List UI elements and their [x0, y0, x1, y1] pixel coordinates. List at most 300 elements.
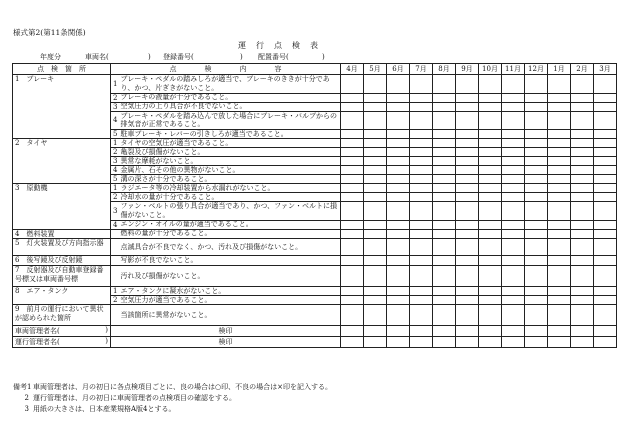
- month-check-cell[interactable]: [525, 102, 548, 111]
- month-check-cell[interactable]: [364, 326, 387, 337]
- month-check-cell[interactable]: [364, 287, 387, 296]
- month-check-cell[interactable]: [594, 220, 617, 229]
- month-check-cell[interactable]: [479, 220, 502, 229]
- month-check-cell[interactable]: [479, 266, 502, 287]
- note-head: 備考1: [13, 383, 32, 391]
- month-check-cell[interactable]: [410, 139, 433, 148]
- month-check-cell[interactable]: [410, 287, 433, 296]
- month-check-cell[interactable]: [410, 337, 433, 348]
- month-check-cell[interactable]: [364, 337, 387, 348]
- month-check-cell[interactable]: [456, 305, 479, 326]
- month-check-cell[interactable]: [456, 326, 479, 337]
- month-check-cell[interactable]: [594, 130, 617, 139]
- month-check-cell[interactable]: [433, 75, 456, 94]
- month-check-cell[interactable]: [433, 166, 456, 175]
- month-check-cell[interactable]: [502, 256, 525, 266]
- month-check-cell[interactable]: [525, 256, 548, 266]
- item-number: [111, 229, 119, 239]
- month-check-cell[interactable]: [479, 305, 502, 326]
- month-check-cell[interactable]: [479, 296, 502, 305]
- month-check-cell[interactable]: [594, 239, 617, 256]
- month-check-cell[interactable]: [548, 202, 571, 221]
- month-check-cell[interactable]: [456, 184, 479, 193]
- month-check-cell[interactable]: [479, 130, 502, 139]
- month-check-cell[interactable]: [502, 239, 525, 256]
- month-check-cell[interactable]: [341, 75, 364, 94]
- month-check-cell[interactable]: [525, 148, 548, 157]
- month-check-cell[interactable]: [456, 148, 479, 157]
- month-check-cell[interactable]: [387, 157, 410, 166]
- month-check-cell[interactable]: [456, 287, 479, 296]
- month-check-cell[interactable]: [548, 229, 571, 239]
- month-header: 3月: [594, 64, 617, 75]
- month-check-cell[interactable]: [387, 296, 410, 305]
- month-check-cell[interactable]: [502, 93, 525, 102]
- month-check-cell[interactable]: [456, 157, 479, 166]
- month-check-cell[interactable]: [502, 193, 525, 202]
- month-check-cell[interactable]: [571, 102, 594, 111]
- month-check-cell[interactable]: [364, 239, 387, 256]
- inspection-item: [119, 157, 341, 166]
- month-check-cell[interactable]: [525, 229, 548, 239]
- month-check-cell[interactable]: [571, 184, 594, 193]
- month-check-cell[interactable]: [571, 139, 594, 148]
- month-check-cell[interactable]: [456, 239, 479, 256]
- month-check-cell[interactable]: [525, 239, 548, 256]
- month-check-cell[interactable]: [410, 130, 433, 139]
- month-check-cell[interactable]: [364, 130, 387, 139]
- month-check-cell[interactable]: [548, 166, 571, 175]
- month-check-cell[interactable]: [548, 184, 571, 193]
- month-check-cell[interactable]: [433, 326, 456, 337]
- month-check-cell[interactable]: [433, 202, 456, 221]
- month-check-cell[interactable]: [410, 193, 433, 202]
- month-check-cell[interactable]: [456, 75, 479, 94]
- month-check-cell[interactable]: [548, 93, 571, 102]
- month-check-cell[interactable]: [387, 220, 410, 229]
- month-check-cell[interactable]: [433, 193, 456, 202]
- month-check-cell[interactable]: [548, 148, 571, 157]
- month-check-cell[interactable]: [364, 229, 387, 239]
- month-check-cell[interactable]: [502, 148, 525, 157]
- month-check-cell[interactable]: [387, 287, 410, 296]
- month-check-cell[interactable]: [502, 266, 525, 287]
- month-check-cell[interactable]: [479, 166, 502, 175]
- item-number: 2: [111, 148, 119, 157]
- month-check-cell[interactable]: [387, 175, 410, 184]
- month-check-cell[interactable]: [433, 93, 456, 102]
- month-check-cell[interactable]: [594, 256, 617, 266]
- month-check-cell[interactable]: [387, 111, 410, 130]
- month-check-cell[interactable]: [433, 111, 456, 130]
- month-check-cell[interactable]: [571, 220, 594, 229]
- month-check-cell[interactable]: [341, 202, 364, 221]
- month-check-cell[interactable]: [525, 175, 548, 184]
- month-check-cell[interactable]: [364, 266, 387, 287]
- month-check-cell[interactable]: [456, 139, 479, 148]
- month-check-cell[interactable]: [571, 175, 594, 184]
- month-check-cell[interactable]: [410, 266, 433, 287]
- month-check-cell[interactable]: [341, 130, 364, 139]
- month-check-cell[interactable]: [433, 305, 456, 326]
- month-check-cell[interactable]: [364, 305, 387, 326]
- month-check-cell[interactable]: [456, 130, 479, 139]
- month-check-cell[interactable]: [502, 220, 525, 229]
- month-check-cell[interactable]: [594, 184, 617, 193]
- month-check-cell[interactable]: [410, 111, 433, 130]
- month-check-cell[interactable]: [456, 256, 479, 266]
- month-check-cell[interactable]: [548, 305, 571, 326]
- inspection-location: [13, 229, 111, 239]
- month-check-cell[interactable]: [479, 175, 502, 184]
- month-check-cell[interactable]: [525, 184, 548, 193]
- month-check-cell[interactable]: [571, 157, 594, 166]
- month-check-cell[interactable]: [410, 296, 433, 305]
- month-check-cell[interactable]: [548, 193, 571, 202]
- vehicle-name-close: ): [148, 53, 151, 61]
- month-check-cell[interactable]: [525, 296, 548, 305]
- month-check-cell[interactable]: [410, 75, 433, 94]
- month-check-cell[interactable]: [387, 266, 410, 287]
- month-check-cell[interactable]: [410, 148, 433, 157]
- month-check-cell[interactable]: [571, 326, 594, 337]
- month-check-cell[interactable]: [364, 148, 387, 157]
- month-check-cell[interactable]: [410, 175, 433, 184]
- month-check-cell[interactable]: [433, 102, 456, 111]
- month-check-cell[interactable]: [387, 184, 410, 193]
- month-check-cell[interactable]: [410, 93, 433, 102]
- month-check-cell[interactable]: [364, 220, 387, 229]
- month-check-cell[interactable]: [433, 229, 456, 239]
- month-check-cell[interactable]: [525, 287, 548, 296]
- month-check-cell[interactable]: [594, 202, 617, 221]
- month-check-cell[interactable]: [502, 75, 525, 94]
- month-check-cell[interactable]: [594, 266, 617, 287]
- month-check-cell[interactable]: [387, 148, 410, 157]
- month-check-cell[interactable]: [364, 184, 387, 193]
- month-check-cell[interactable]: [594, 148, 617, 157]
- month-check-cell[interactable]: [341, 193, 364, 202]
- month-check-cell[interactable]: [456, 111, 479, 130]
- month-check-cell[interactable]: [548, 75, 571, 94]
- month-check-cell[interactable]: [594, 296, 617, 305]
- month-check-cell[interactable]: [456, 296, 479, 305]
- month-check-cell[interactable]: [594, 229, 617, 239]
- month-check-cell[interactable]: [387, 102, 410, 111]
- month-check-cell[interactable]: [502, 139, 525, 148]
- month-check-cell[interactable]: [387, 75, 410, 94]
- month-check-cell[interactable]: [387, 326, 410, 337]
- month-check-cell[interactable]: [341, 239, 364, 256]
- month-check-cell[interactable]: [571, 193, 594, 202]
- month-check-cell[interactable]: [502, 111, 525, 130]
- month-check-cell[interactable]: [571, 229, 594, 239]
- month-check-cell[interactable]: [410, 157, 433, 166]
- note-1: [13, 384, 332, 391]
- month-check-cell[interactable]: [341, 139, 364, 148]
- month-check-cell[interactable]: [433, 296, 456, 305]
- manager-row: [13, 337, 617, 348]
- month-check-cell[interactable]: [571, 75, 594, 94]
- month-check-cell[interactable]: [364, 296, 387, 305]
- month-check-cell[interactable]: [479, 239, 502, 256]
- month-check-cell[interactable]: [525, 139, 548, 148]
- month-check-cell[interactable]: [410, 202, 433, 221]
- month-check-cell[interactable]: [341, 296, 364, 305]
- month-check-cell[interactable]: [548, 337, 571, 348]
- month-check-cell[interactable]: [502, 175, 525, 184]
- month-header: 12月: [525, 64, 548, 75]
- month-check-cell[interactable]: [594, 139, 617, 148]
- month-check-cell[interactable]: [502, 130, 525, 139]
- month-check-cell[interactable]: [548, 287, 571, 296]
- month-check-cell[interactable]: [410, 229, 433, 239]
- month-check-cell[interactable]: [456, 266, 479, 287]
- month-check-cell[interactable]: [479, 102, 502, 111]
- month-check-cell[interactable]: [479, 337, 502, 348]
- month-check-cell[interactable]: [341, 337, 364, 348]
- month-check-cell[interactable]: [410, 256, 433, 266]
- month-check-cell[interactable]: [571, 202, 594, 221]
- month-check-cell[interactable]: [456, 337, 479, 348]
- month-check-cell[interactable]: [571, 266, 594, 287]
- month-check-cell[interactable]: [410, 220, 433, 229]
- month-check-cell[interactable]: [364, 111, 387, 130]
- month-check-cell[interactable]: [571, 337, 594, 348]
- month-check-cell[interactable]: [456, 175, 479, 184]
- month-check-cell[interactable]: [433, 175, 456, 184]
- registration-label: 登録番号(: [163, 53, 194, 61]
- month-check-cell[interactable]: [410, 326, 433, 337]
- month-check-cell[interactable]: [479, 93, 502, 102]
- month-check-cell[interactable]: [341, 229, 364, 239]
- month-check-cell[interactable]: [364, 202, 387, 221]
- month-check-cell[interactable]: [341, 266, 364, 287]
- month-check-cell[interactable]: [479, 75, 502, 94]
- month-check-cell[interactable]: [548, 239, 571, 256]
- month-check-cell[interactable]: [502, 337, 525, 348]
- month-check-cell[interactable]: [364, 93, 387, 102]
- month-check-cell[interactable]: [433, 157, 456, 166]
- month-check-cell[interactable]: [456, 229, 479, 239]
- inspection-item: [119, 93, 341, 102]
- month-check-cell[interactable]: [479, 157, 502, 166]
- placement-close: ): [322, 53, 325, 61]
- month-check-cell[interactable]: [387, 239, 410, 256]
- month-check-cell[interactable]: [594, 193, 617, 202]
- month-check-cell[interactable]: [479, 256, 502, 266]
- month-check-cell[interactable]: [364, 256, 387, 266]
- location-label: 8 エア・タンク: [15, 287, 69, 295]
- month-check-cell[interactable]: [548, 296, 571, 305]
- item-number: 3: [111, 157, 119, 166]
- month-check-cell[interactable]: [433, 287, 456, 296]
- month-check-cell[interactable]: [341, 166, 364, 175]
- month-check-cell[interactable]: [433, 239, 456, 256]
- month-check-cell[interactable]: [341, 220, 364, 229]
- month-check-cell[interactable]: [364, 166, 387, 175]
- month-check-cell[interactable]: [502, 184, 525, 193]
- month-check-cell[interactable]: [548, 266, 571, 287]
- manager-name[interactable]: [13, 326, 111, 337]
- month-check-cell[interactable]: [341, 184, 364, 193]
- month-check-cell[interactable]: [479, 139, 502, 148]
- month-check-cell[interactable]: [410, 239, 433, 256]
- month-check-cell[interactable]: [594, 102, 617, 111]
- month-check-cell[interactable]: [433, 256, 456, 266]
- month-check-cell[interactable]: [387, 93, 410, 102]
- month-check-cell[interactable]: [341, 93, 364, 102]
- month-check-cell[interactable]: [387, 337, 410, 348]
- month-check-cell[interactable]: [479, 193, 502, 202]
- month-check-cell[interactable]: [594, 337, 617, 348]
- month-check-cell[interactable]: [433, 130, 456, 139]
- month-check-cell[interactable]: [433, 148, 456, 157]
- manager-name[interactable]: [13, 337, 111, 348]
- month-check-cell[interactable]: [387, 202, 410, 221]
- month-check-cell[interactable]: [433, 139, 456, 148]
- month-check-cell[interactable]: [410, 305, 433, 326]
- month-check-cell[interactable]: [364, 75, 387, 94]
- month-check-cell[interactable]: [387, 193, 410, 202]
- month-check-cell[interactable]: [571, 166, 594, 175]
- month-check-cell[interactable]: [433, 220, 456, 229]
- month-check-cell[interactable]: [387, 229, 410, 239]
- month-check-cell[interactable]: [341, 102, 364, 111]
- month-check-cell[interactable]: [502, 296, 525, 305]
- header-row: [13, 64, 617, 75]
- month-check-cell[interactable]: [387, 130, 410, 139]
- month-check-cell[interactable]: [571, 305, 594, 326]
- month-check-cell[interactable]: [341, 287, 364, 296]
- month-check-cell[interactable]: [364, 193, 387, 202]
- month-check-cell[interactable]: [456, 220, 479, 229]
- item-number: 1: [111, 139, 119, 148]
- inspection-item: [119, 184, 341, 193]
- month-check-cell[interactable]: [410, 166, 433, 175]
- month-check-cell[interactable]: [502, 305, 525, 326]
- month-check-cell[interactable]: [594, 166, 617, 175]
- month-check-cell[interactable]: [525, 130, 548, 139]
- month-check-cell[interactable]: [479, 229, 502, 239]
- month-check-cell[interactable]: [525, 157, 548, 166]
- month-check-cell[interactable]: [525, 75, 548, 94]
- month-check-cell[interactable]: [594, 93, 617, 102]
- month-check-cell[interactable]: [502, 102, 525, 111]
- month-check-cell[interactable]: [456, 166, 479, 175]
- month-check-cell[interactable]: [548, 326, 571, 337]
- month-check-cell[interactable]: [502, 229, 525, 239]
- month-check-cell[interactable]: [594, 175, 617, 184]
- month-check-cell[interactable]: [341, 326, 364, 337]
- month-check-cell[interactable]: [525, 220, 548, 229]
- month-check-cell[interactable]: [594, 326, 617, 337]
- month-check-cell[interactable]: [525, 166, 548, 175]
- month-check-cell[interactable]: [548, 256, 571, 266]
- month-check-cell[interactable]: [571, 296, 594, 305]
- month-check-cell[interactable]: [548, 102, 571, 111]
- month-check-cell[interactable]: [571, 130, 594, 139]
- month-check-cell[interactable]: [502, 326, 525, 337]
- month-check-cell[interactable]: [502, 287, 525, 296]
- month-check-cell[interactable]: [594, 75, 617, 94]
- month-check-cell[interactable]: [479, 326, 502, 337]
- month-check-cell[interactable]: [479, 287, 502, 296]
- month-check-cell[interactable]: [479, 184, 502, 193]
- month-check-cell[interactable]: [548, 175, 571, 184]
- month-check-cell[interactable]: [433, 266, 456, 287]
- month-check-cell[interactable]: [387, 166, 410, 175]
- item-text: 当該箇所に異常がないこと。: [120, 310, 212, 319]
- month-check-cell[interactable]: [479, 111, 502, 130]
- month-check-cell[interactable]: [594, 157, 617, 166]
- month-check-cell[interactable]: [364, 175, 387, 184]
- month-check-cell[interactable]: [456, 102, 479, 111]
- month-check-cell[interactable]: [571, 239, 594, 256]
- content-header: 点 検 内 容: [111, 64, 341, 75]
- month-check-cell[interactable]: [594, 305, 617, 326]
- month-check-cell[interactable]: [341, 111, 364, 130]
- month-check-cell[interactable]: [433, 337, 456, 348]
- month-check-cell[interactable]: [525, 326, 548, 337]
- month-check-cell[interactable]: [341, 305, 364, 326]
- month-check-cell[interactable]: [502, 166, 525, 175]
- month-check-cell[interactable]: [548, 139, 571, 148]
- month-check-cell[interactable]: [525, 111, 548, 130]
- month-check-cell[interactable]: [387, 256, 410, 266]
- month-check-cell[interactable]: [571, 93, 594, 102]
- month-check-cell[interactable]: [548, 111, 571, 130]
- month-check-cell[interactable]: [410, 184, 433, 193]
- month-check-cell[interactable]: [525, 266, 548, 287]
- month-check-cell[interactable]: [387, 139, 410, 148]
- month-check-cell[interactable]: [571, 256, 594, 266]
- month-check-cell[interactable]: [364, 157, 387, 166]
- month-check-cell[interactable]: [341, 157, 364, 166]
- month-check-cell[interactable]: [479, 202, 502, 221]
- month-check-cell[interactable]: [433, 184, 456, 193]
- month-check-cell[interactable]: [525, 193, 548, 202]
- inspection-item: [119, 193, 341, 202]
- month-check-cell[interactable]: [387, 305, 410, 326]
- month-check-cell[interactable]: [502, 157, 525, 166]
- month-check-cell[interactable]: [364, 102, 387, 111]
- month-check-cell[interactable]: [548, 130, 571, 139]
- month-check-cell[interactable]: [525, 202, 548, 221]
- month-check-cell[interactable]: [571, 148, 594, 157]
- month-check-cell[interactable]: [571, 287, 594, 296]
- month-check-cell[interactable]: [341, 148, 364, 157]
- month-check-cell[interactable]: [548, 220, 571, 229]
- month-check-cell[interactable]: [410, 102, 433, 111]
- month-check-cell[interactable]: [456, 193, 479, 202]
- month-check-cell[interactable]: [479, 148, 502, 157]
- month-check-cell[interactable]: [571, 111, 594, 130]
- month-check-cell[interactable]: [594, 287, 617, 296]
- month-check-cell[interactable]: [456, 202, 479, 221]
- month-check-cell[interactable]: [525, 93, 548, 102]
- month-check-cell[interactable]: [456, 93, 479, 102]
- month-check-cell[interactable]: [364, 139, 387, 148]
- month-check-cell[interactable]: [594, 111, 617, 130]
- item-text: 汚れ及び損傷がないこと。: [120, 271, 205, 280]
- month-check-cell[interactable]: [341, 256, 364, 266]
- month-check-cell[interactable]: [525, 305, 548, 326]
- month-check-cell[interactable]: [548, 157, 571, 166]
- month-check-cell[interactable]: [502, 202, 525, 221]
- month-check-cell[interactable]: [341, 175, 364, 184]
- month-check-cell[interactable]: [525, 337, 548, 348]
